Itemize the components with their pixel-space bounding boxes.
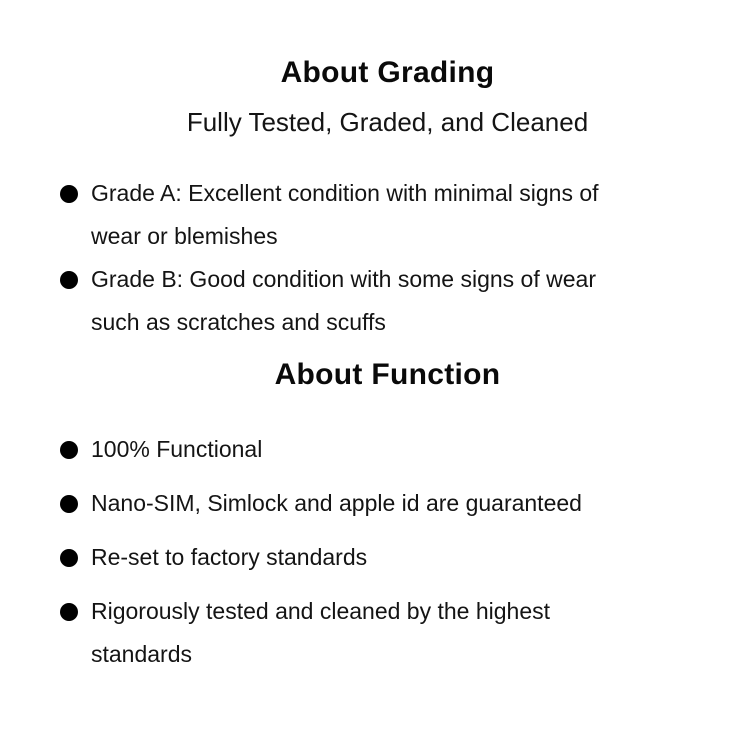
list-item [60,172,715,258]
list-item-text: Grade B: Good condition with some signs of wear such as scratches and scuffs [91,266,596,335]
list-item-text: Re-set to factory standards [91,544,368,570]
list-item-text: Nano-SIM, Simlock and apple id are guaranteed [91,490,582,516]
bullet-icon [60,603,78,621]
list-item-text: Rigorously tested and cleaned by the highest standards [91,598,551,667]
bullet-icon [60,495,78,513]
function-section-title: About Function [274,358,501,391]
grading-subtitle: Fully Tested, Graded, and Cleaned [186,107,589,137]
function-list [60,428,715,676]
bullet-icon [60,185,78,203]
grading-list [60,172,715,344]
list-item [60,482,715,525]
list-item [60,536,715,579]
list-item [60,590,715,676]
bullet-icon [60,549,78,567]
bullet-icon [60,441,78,459]
list-item-text: Grade A: Excellent condition with minimal signs of wear or blemishes [91,180,599,249]
list-item [60,428,715,471]
list-item [60,258,715,344]
bullet-icon [60,271,78,289]
grading-section-title: About Grading [280,56,495,89]
list-item-text: 100% Functional [91,436,263,462]
